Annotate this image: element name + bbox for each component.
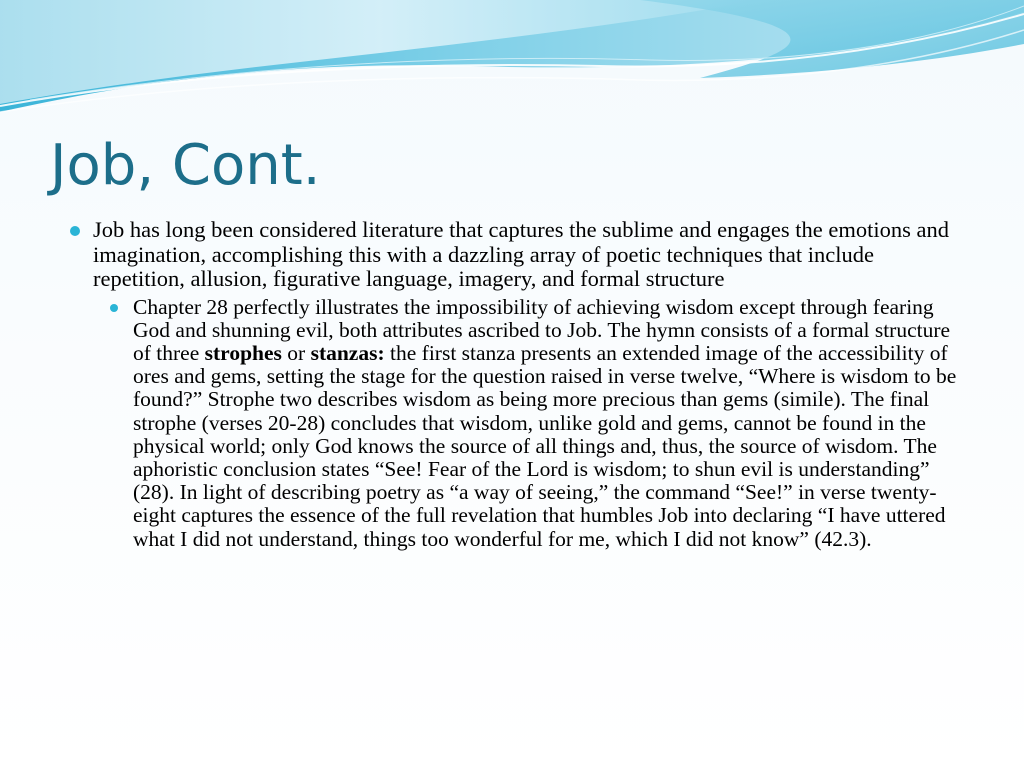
bullet-2-text-b: or [281,340,311,365]
slide-body [70,218,970,551]
slide-title: Job, Cont. [50,133,321,198]
bullet-2-text-a: Chapter 28 perfectly illustrates the impossibility of achieving wisdom except through fearing God and shunning evil, both attributes ascribed to Job. The hymn consists of a formal structure of three [133,294,951,365]
bullet-2-text-c: the first stanza presents an extended image of the accessibility of ores and gems, setting the stage for the question raised in verse twelve, “Where is wisdom to be found?” Strophe two describes wisdom as being more precious than gems (simile). The final strophe (verses 20-28) concludes that wisdom, unlike gold and gems, cannot be found in the physical world; only God knows the source of all things and, thus, the source of wisdom. The aphoristic conclusion states “See! Fear of the Lord is wisdom; to shun evil is understanding” (28). In light of describing poetry as “a way of seeing,” the command “See!” in verse twenty-eight captures the essence of the full revelation that humbles Job into declaring “I have uttered what I did not understand, things too wonderful for me, which I did not know” (42.3). [133,340,957,551]
bullet-level-1 [70,218,970,292]
bold-term-stanzas: stanzas: [310,340,385,365]
bold-term-strophes: strophes [204,340,282,365]
bullet-dot-icon [70,226,80,236]
wave-header-decoration [0,0,1024,120]
bullet-1-text: Job has long been considered literature that captures the sublime and engages the emotions and imagination, accomplishing this with a dazzling array of poetic techniques that include repetition, allusion, figurative language, imagery, and formal structure [93,217,949,291]
bullet-dot-icon [110,304,118,312]
bullet-level-2 [110,296,965,551]
